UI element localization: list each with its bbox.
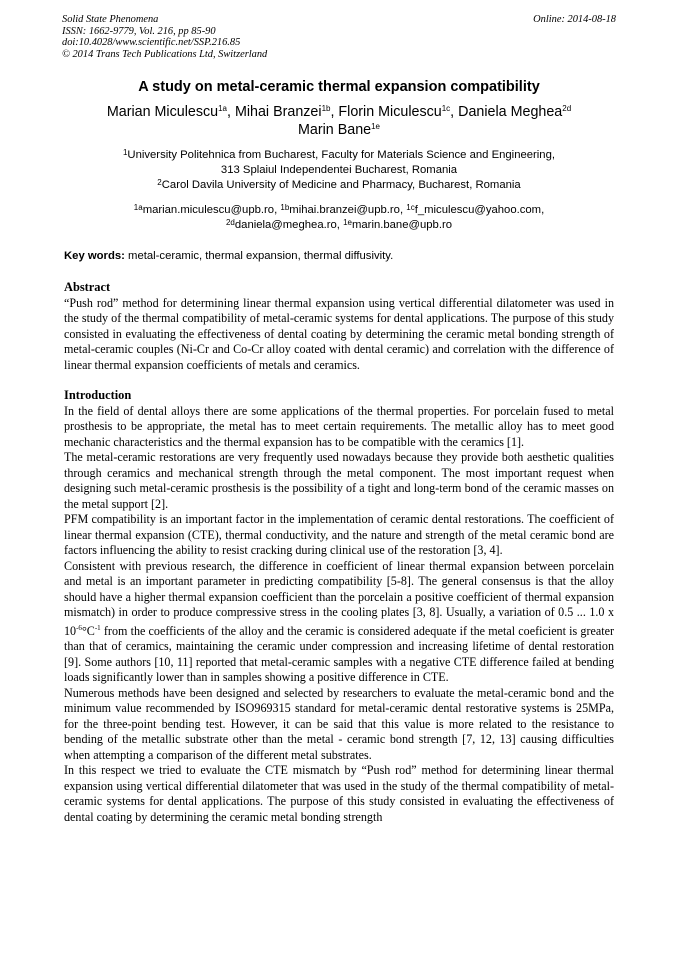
email-list: [64, 203, 614, 233]
paragraph: Consistent with previous research, the difference in coefficient of linear thermal expansion between porcelain and metal is an important parameter in predicting compatibility [5-8]. The general consensus is that the alloy should have a higher thermal expansion coefficient than the porcelain a positive coefficient of thermal expansion mismatch) in order to produce compressive stress in the cooling plates [3, 8]. Usually, a variation of 0.5 ... 1.0 x $10^{-6}^\circ C^{-1}$ from the coefficients of the alloy and the ceramic is considered adequate if the metal coeficient is greater than that of ceramics, maintaining the ceramic under compression and increasing lifetime of dental restoration [9]. Some authors [10, 11] reported that metal-ceramic samples with a negative CTE difference failed at bending loads significantly lower than in samples showing a positive difference in CTE.: [64, 558, 614, 685]
author: Daniela Meghea$^{2d}$: [458, 104, 572, 120]
email: $^{2d}$daniela@meghea.ro,: [225, 218, 344, 231]
affiliation-2: $^2$Carol Davila University of Medicine and Pharmacy, Bucharest, Romania: [157, 178, 521, 191]
paragraph: The metal-ceramic restorations are very frequently used nowadays because they provide both aesthetic qualities through ceramics and mechanical strength through the metal component. The most important request when designing such metal-ceramic prosthesis is the possibility of a tight and long-term bond of the ceramic masses on the metal support [2].: [64, 450, 614, 511]
keywords: [64, 249, 614, 264]
affiliation-1: $^1$University Politehnica from Bucharest, Faculty for Materials Science and Engineering,: [122, 148, 556, 161]
paragraph: PFM compatibility is an important factor in the implementation of ceramic dental restorations. The coefficient of linear thermal expansion (CTE), thermal conductivity, and the nature and strength of the metal ceramic bond are factors influencing the ability to resist cracking during clinical use of the restoration [3, 4].: [64, 512, 614, 557]
paper-title: A study on metal-ceramic thermal expansion compatibility: [138, 79, 540, 95]
email: $^{1a}$marian.miculescu@upb.ro,: [133, 203, 281, 216]
email: $^{1b}$mihai.branzei@upb.ro,: [280, 203, 407, 216]
paragraph: In the field of dental alloys there are some applications of the thermal properties. For porcelain fused to metal prosthesis to be appropriate, the metal has to meet certain requirements. The metallic alloy has to meet good mechanic characteristics and the thermal expansion has to be compatible with the ceramics [1].: [64, 403, 614, 449]
journal-header: [62, 14, 267, 60]
keywords-text: metal-ceramic, thermal expansion, thermal diffusivity.: [124, 250, 394, 262]
abstract-heading: Abstract: [64, 280, 111, 294]
online-date: Online: 2014-08-18: [533, 14, 616, 25]
journal-issn: ISSN: 1662-9779, Vol. 216, pp 85-90: [62, 25, 216, 37]
journal-doi: doi:10.4028/www.scientific.net/SSP.216.85: [62, 37, 241, 49]
abstract-text: “Push rod” method for determining linear thermal expansion using vertical differential dilatometer was used in the study of the thermal compatibility of metal-ceramic systems for dental applications. The purpose of this study consisted in evaluating the effectiveness of dental coating by determining the ceramic metal bonding strength of metal-ceramic couples (Ni-Cr and Co-Cr alloy coated with dental ceramic) and correlation with the difference of linear thermal expansion coefficients of metals and ceramics.: [64, 295, 614, 372]
author: Marian Miculescu$^{1a}$,: [106, 104, 235, 120]
email: $^{1e}$marin.bane@upb.ro: [343, 218, 453, 231]
journal-name: Solid State Phenomena: [62, 14, 159, 25]
author: Florin Miculescu$^{1c}$,: [338, 104, 459, 120]
affiliation-1-address: 313 Splaiul Independentei Bucharest, Romania: [220, 164, 458, 176]
author: Marin Bane$^{1e}$: [297, 122, 381, 138]
keywords-label: Key words:: [64, 250, 125, 262]
paragraph: In this respect we tried to evaluate the CTE mismatch by “Push rod” method for determining linear thermal expansion using vertical differential dilatometer that was used in the study of the thermal compatibility of metal-ceramic systems for dental applications. The purpose of this study consisted in evaluating the effectiveness of dental coating by determining the ceramic metal bonding strength: [64, 763, 614, 824]
author: Mihai Branzei$^{1b}$,: [234, 104, 339, 120]
email: $^{1c}$f_miculescu@yahoo.com,: [406, 203, 545, 216]
paragraph: Numerous methods have been designed and selected by researchers to evaluate the metal-ceramic bond and the minimum value recommended by ISO969315 standard for metal-ceramic dental restorative systems is 25MPa, for the three-point bending test. However, it can be said that this value is more related to the resistance to bending of the metallic substrate other than the metal - ceramic bond strength [7, 12, 13] causing difficulties when attempting a comparison of the different metal substrates.: [64, 685, 614, 762]
journal-copyright: © 2014 Trans Tech Publications Ltd, Switzerland: [62, 48, 268, 60]
author-list: [64, 103, 614, 139]
introduction-heading: Introduction: [64, 388, 132, 402]
paper-content: [64, 78, 614, 825]
affiliations: [64, 148, 614, 193]
